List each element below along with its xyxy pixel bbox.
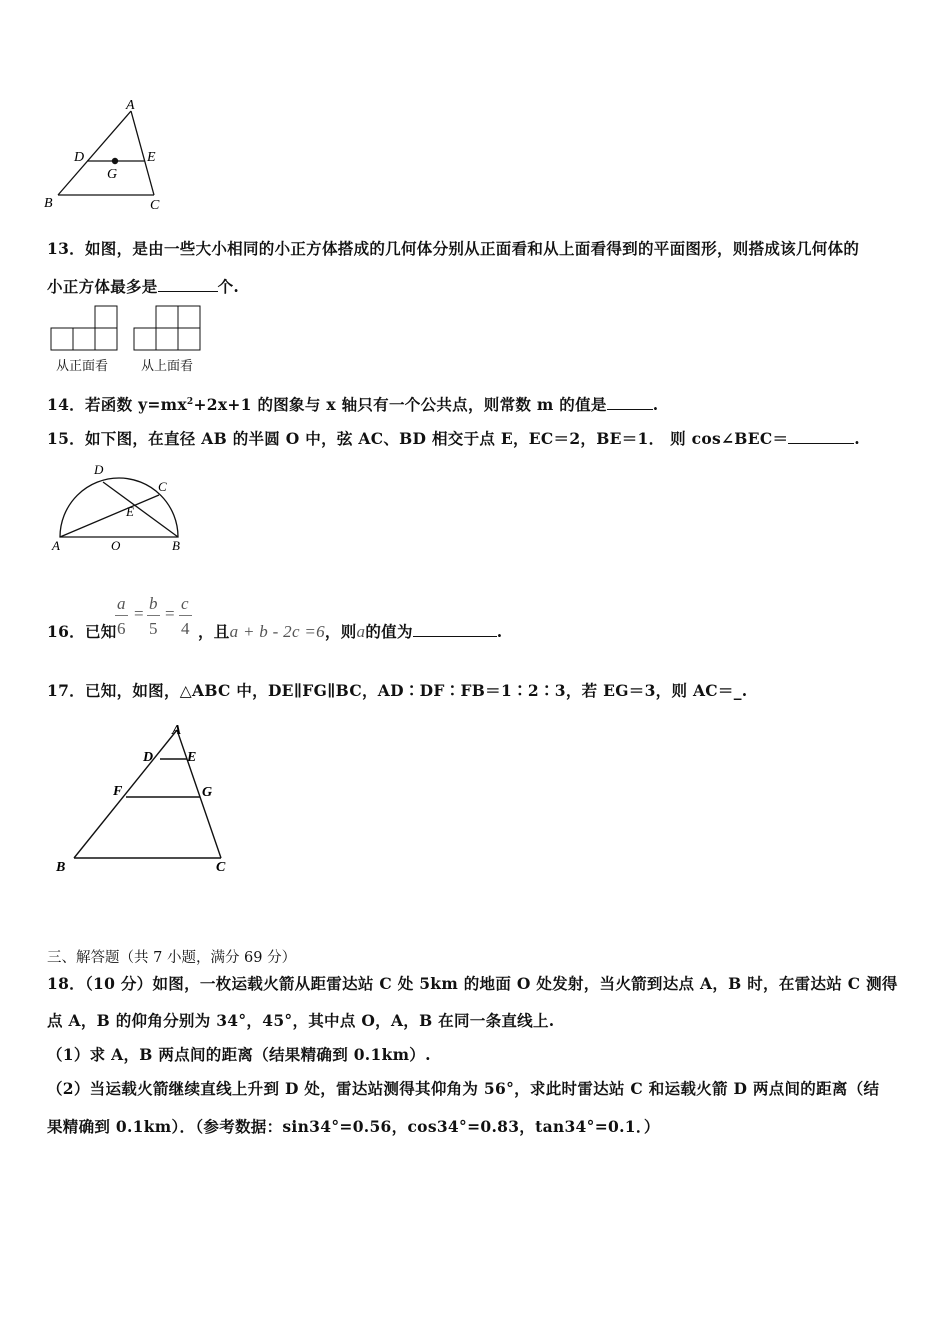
q17-end: . — [741, 681, 748, 700]
label-O: O — [111, 538, 121, 553]
q17-question: 17．已知，如图，△ABC 中，DE∥FG∥BC，AD∶DF∶FB＝1∶2∶3，若 EG＝3，则 AC＝ — [47, 681, 734, 700]
q16-frac-a-bar — [115, 615, 128, 616]
front-view-caption: 从正面看 — [56, 359, 109, 374]
label-C: C — [150, 198, 160, 213]
q15-question: 15．如下图，在直径 AB 的半圆 O 中，弦 AC、BD 相交于点 E，EC＝2，BE＝1． 则 cos∠BEC＝ — [47, 429, 789, 448]
label-B: B — [56, 860, 66, 875]
section-3-title: 三、解答题（共 7 小题，满分 69 分） — [47, 950, 297, 966]
q17-text — [47, 679, 748, 701]
q16-condition: a + b - 2c =6 — [229, 622, 325, 641]
label-F: F — [113, 784, 123, 799]
q18-line1: 18．（10 分）如图，一枚运载火箭从距雷达站 C 处 5km 的地面 O 处发射，当火箭到达点 A，B 时，在雷达站 C 测得 — [47, 974, 898, 993]
q16-frac-a-num: a — [117, 594, 126, 613]
q16-frac-b-bar — [147, 615, 160, 616]
label-G: G — [202, 785, 213, 800]
q14-pre: 14．若函数 y=mx — [47, 395, 187, 414]
q16-cond-post: ，则 — [324, 622, 357, 641]
label-B: B — [172, 538, 180, 553]
label-D: D — [74, 150, 85, 165]
label-D: D — [94, 462, 104, 477]
label-C: C — [158, 479, 167, 494]
q15-end: . — [854, 429, 860, 448]
label-B: B — [44, 196, 53, 211]
q18-part2-line2: 果精确到 0.1km）．（参考数据：sin34°=0.56，cos34°=0.83，tan34°=0.1．） — [47, 1117, 660, 1136]
label-G: G — [107, 167, 118, 182]
q14-sup: 2 — [186, 396, 194, 407]
q16-frac-c-den: 4 — [181, 619, 190, 638]
q15-answer-blank — [788, 429, 854, 444]
label-A: A — [126, 98, 135, 113]
q14-text — [47, 393, 658, 415]
q13-line2 — [47, 275, 239, 297]
q16-ask: 的值为 — [365, 622, 413, 641]
top-view-caption: 从上面看 — [141, 359, 194, 374]
label-C: C — [216, 860, 226, 875]
q14-answer-blank — [607, 395, 653, 410]
label-E: E — [187, 750, 197, 765]
q16-cond-pre: ，且 — [198, 622, 230, 641]
q16-answer-blank — [413, 622, 497, 637]
label-A: A — [172, 723, 182, 738]
label-D: D — [143, 750, 154, 765]
label-E: E — [126, 504, 134, 519]
q14-post: +2x+1 的图象与 x 轴只有一个公共点，则常数 m 的值是 — [193, 395, 607, 414]
label-A: A — [52, 538, 60, 553]
q17-blank: _ — [733, 681, 742, 700]
q16-frac-b-den: 5 — [149, 619, 158, 638]
q18-line2: 点 A，B 的仰角分别为 34°，45°，其中点 O，A，B 在同一条直线上. — [47, 1011, 555, 1030]
q13-line2-pre: 小正方体最多是 — [47, 277, 158, 296]
front-view-figure — [50, 305, 125, 355]
q14-end: . — [652, 395, 659, 414]
q16-frac-b-num: b — [149, 594, 158, 613]
q16-frac-c-bar — [179, 615, 192, 616]
q13-line1: 13．如图，是由一些大小相同的小正方体搭成的几何体分别从正面看和从上面看得到的平面图形，则搭成该几何体的 — [47, 239, 860, 258]
q16-frac-a-den: 6 — [117, 619, 126, 638]
q16-frac-c-num: c — [181, 594, 189, 613]
top-view-figure — [133, 305, 208, 355]
q13-line2-post: 个. — [217, 277, 240, 296]
q18-part1: （1）求 A，B 两点间的距离（结果精确到 0.1km）. — [47, 1045, 431, 1064]
figure-triangle-parallel — [50, 718, 240, 883]
q16-end: . — [496, 622, 503, 641]
q16-rest — [198, 620, 502, 642]
q16-eq1: = — [134, 604, 144, 623]
label-E: E — [147, 150, 156, 165]
q16-eq2: = — [165, 604, 175, 623]
q13-answer-blank — [158, 277, 218, 292]
figure-triangle-deg — [40, 95, 170, 215]
q15-text — [47, 427, 860, 449]
figure-semicircle — [48, 460, 198, 555]
q16-var: a — [356, 622, 366, 641]
q16-num: 16．已知 — [47, 622, 117, 641]
q18-part2-line1: （2）当运载火箭继续直线上升到 D 处，雷达站测得其仰角为 56°，求此时雷达站 C 和运载火箭 D 两点间的距离（结 — [47, 1079, 880, 1098]
